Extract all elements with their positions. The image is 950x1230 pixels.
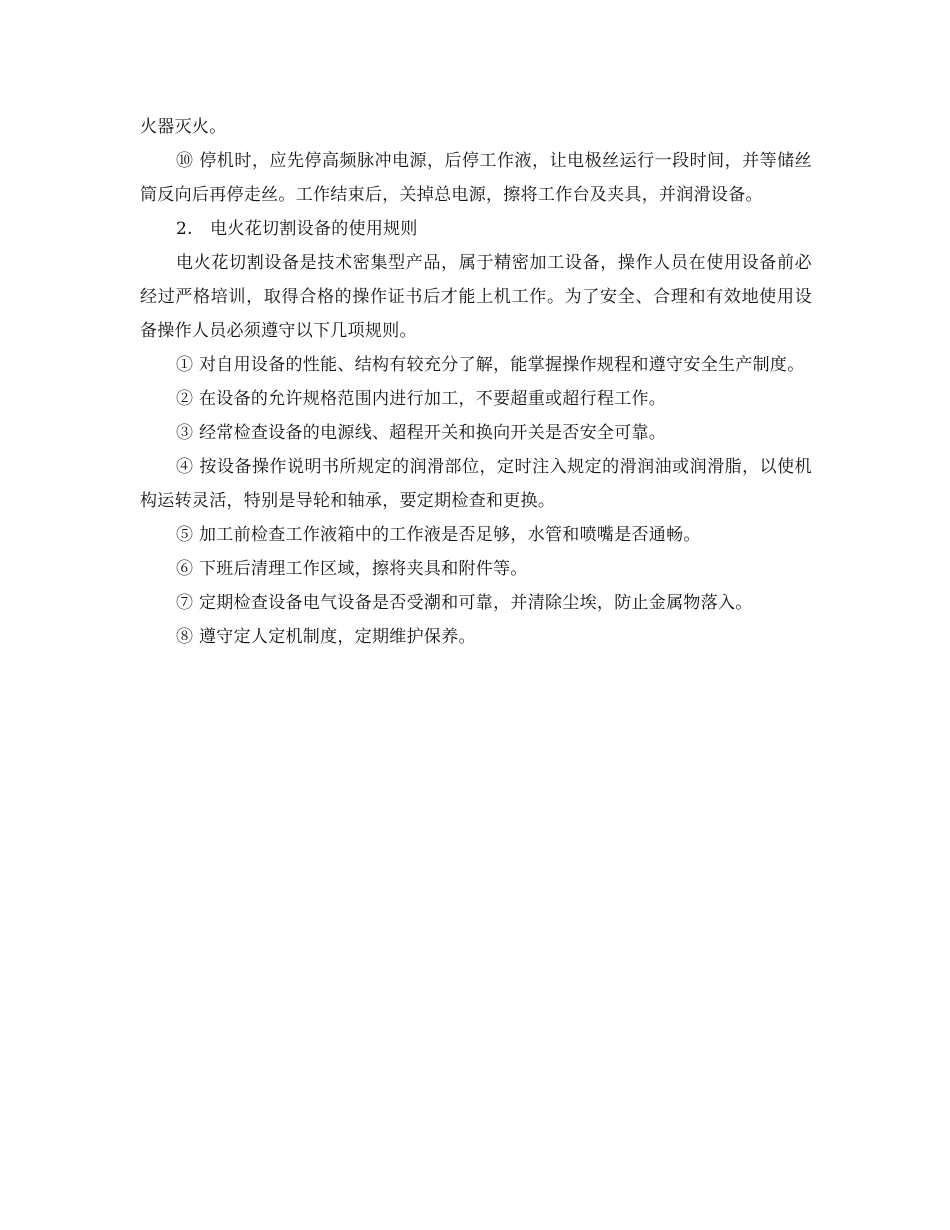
paragraph-fire-extinguish-tail: 火器灭火。 (140, 117, 227, 137)
list-item-rule-3: ③ 经常检查设备的电源线、超程开关和换向开关是否安全可靠。 (176, 423, 667, 443)
list-item-rule-5: ⑤ 加工前检查工作液箱中的工作液是否足够，水管和喷嘴是否通畅。 (176, 525, 701, 545)
paragraph-rule-10-shutdown: ⑩ 停机时，应先停高频脉冲电源，后停工作液，让电极丝运行一段时间，并等储丝筒反向后再停走丝。工作结束后，关掉总电源，擦将工作台及夹具，并润滑设备。 (140, 151, 812, 205)
list-item-rule-4: ④ 按设备操作说明书所规定的润滑部位，定时注入规定的滑润油或润滑脂，以使机构运转灵活，特别是导轮和轴承，要定期检查和更换。 (140, 457, 812, 511)
document-page (140, 110, 812, 654)
paragraph-intro-usage-rules: 电火花切割设备是技术密集型产品，属于精密加工设备，操作人员在使用设备前必经过严格培训，取得合格的操作证书后才能上机工作。为了安全、合理和有效地使用设备操作人员必须遵守以下几项规则。 (140, 253, 812, 341)
list-item-rule-7: ⑦ 定期检查设备电气设备是否受潮和可靠，并清除尘埃，防止金属物落入。 (176, 593, 753, 613)
list-item-rule-8: ⑧ 遵守定人定机制度，定期维护保养。 (176, 627, 476, 647)
list-item-rule-6: ⑥ 下班后清理工作区域，擦将夹具和附件等。 (176, 559, 528, 579)
section-heading-usage-rules: 2. 电火花切割设备的使用规则 (176, 219, 418, 239)
list-item-rule-2: ② 在设备的允许规格范围内进行加工，不要超重或超行程工作。 (176, 389, 667, 409)
list-item-rule-1: ① 对自用设备的性能、结构有较充分了解，能掌握操作规程和遵守安全生产制度。 (176, 355, 805, 375)
